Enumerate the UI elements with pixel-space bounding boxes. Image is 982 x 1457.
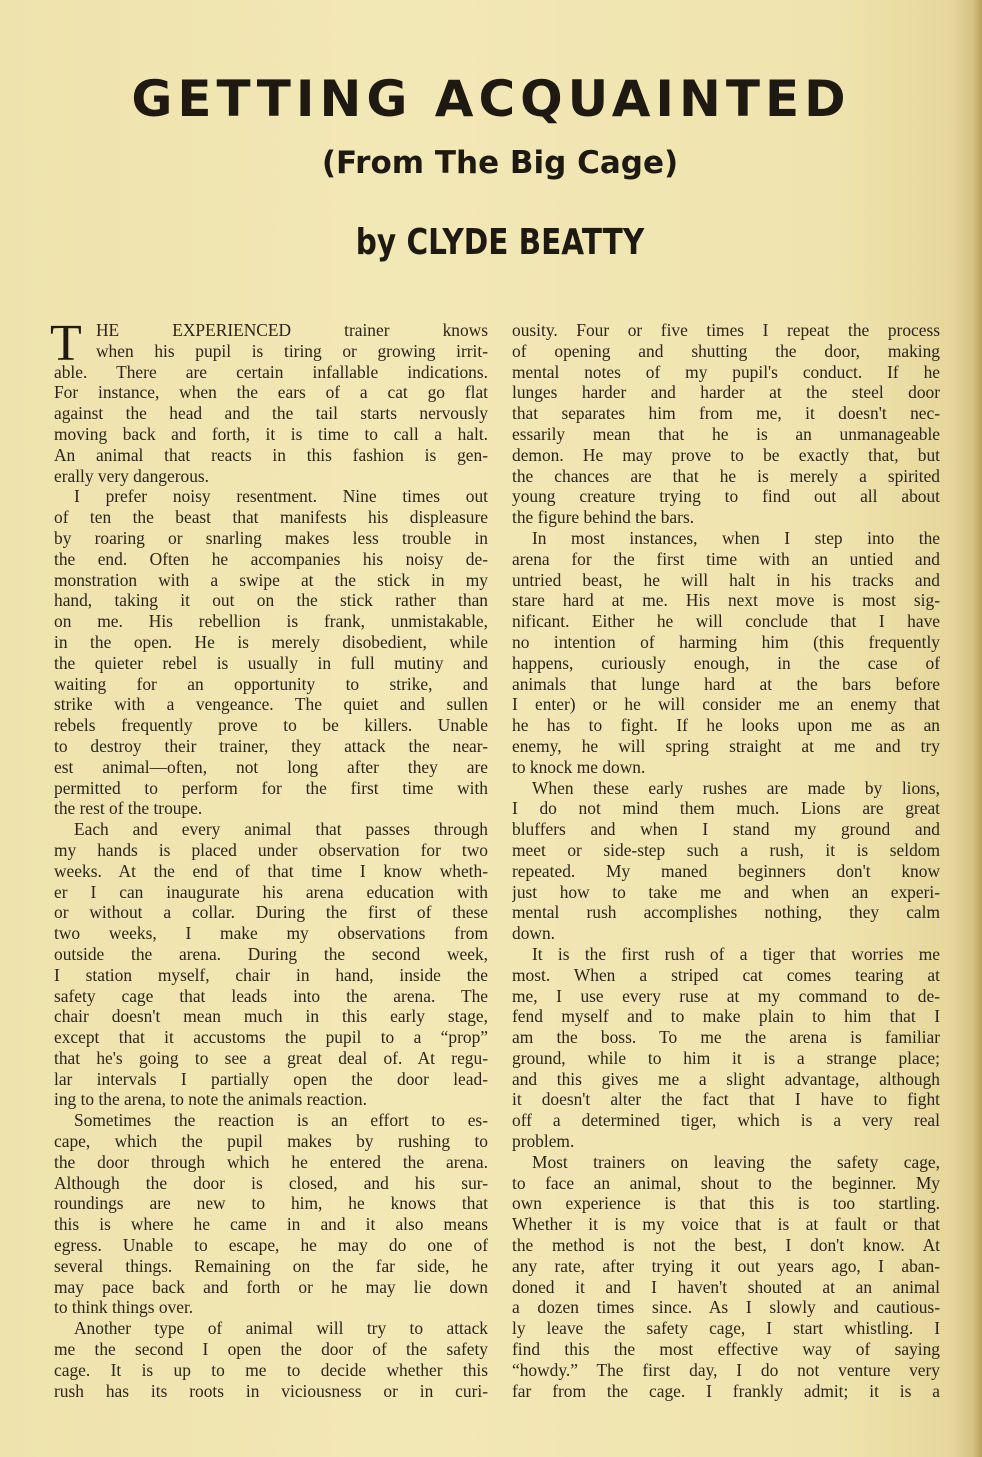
text-line: “howdy.” The first day, I do not venture very <box>512 1359 940 1380</box>
text-line: lunges harder and harder at the steel door <box>512 382 940 403</box>
text-line: ing to the arena, to note the animals reaction. <box>54 1089 367 1110</box>
text-line: to knock me down. <box>512 756 646 777</box>
text-line: essarily mean that he is an unmanageable <box>512 423 940 444</box>
text-line: arena for the first time with an untied and <box>512 548 940 569</box>
text-line: Each and every animal that passes through <box>74 819 488 840</box>
text-line: rush has its roots in viciousness or in curi- <box>54 1380 488 1401</box>
text-line: monstration with a swipe at the stick in my <box>54 569 488 590</box>
text-line: on me. His rebellion is frank, unmistakable, <box>54 611 488 632</box>
text-line: to face an animal, shout to the beginner. My <box>512 1172 940 1193</box>
text-line: able. There are certain infallable indications. <box>54 361 488 382</box>
text-line: Most trainers on leaving the safety cage, <box>532 1151 940 1172</box>
text-line: in the open. He is merely disobedient, while <box>54 631 488 652</box>
text-line: to think things over. <box>54 1297 194 1318</box>
text-line: mental notes of my pupil's conduct. If he <box>512 361 940 382</box>
text-line: just how to take me and when an experi- <box>512 881 940 902</box>
text-line: untried beast, he will halt in his tracks and <box>512 569 940 590</box>
text-line: An animal that reacts in this fashion is gen- <box>54 444 488 465</box>
text-line: safety cage that leads into the arena. The <box>54 985 488 1006</box>
text-line: it doesn't alter the fact that I have to fight <box>512 1089 940 1110</box>
text-line: When these early rushes are made by lions, <box>532 777 940 798</box>
text-line: down. <box>512 923 555 944</box>
text-line: this is where he came in and it also means <box>54 1214 488 1235</box>
article-subtitle: (From The Big Cage) <box>321 145 679 181</box>
text-line: I station myself, chair in hand, inside the <box>54 964 488 985</box>
text-line: permitted to perform for the first time with <box>54 777 488 798</box>
text-line: my hands is placed under observation for two <box>54 839 488 860</box>
paragraph <box>50 315 488 486</box>
text-line: moving back and forth, it is time to call a halt. <box>54 423 488 444</box>
drop-cap: T <box>50 315 82 372</box>
text-line: that he's going to see a great deal of. At regu- <box>54 1047 488 1068</box>
paragraph <box>512 1152 940 1402</box>
text-line: may pace back and forth or he may lie down <box>54 1276 488 1297</box>
text-line: cage. It is up to me to decide whether this <box>54 1359 488 1380</box>
text-line: repeated. My maned beginners don't know <box>512 860 940 881</box>
text-line: problem. <box>512 1131 575 1152</box>
text-line: stare hard at me. His next move is most sig- <box>512 590 940 611</box>
text-line: lar intervals I partially open the door lead- <box>54 1068 488 1089</box>
text-line: far from the cage. I frankly admit; it is a <box>512 1380 940 1401</box>
text-line: Although the door is closed, and his sur- <box>54 1172 488 1193</box>
text-line: the rest of the troupe. <box>54 798 203 819</box>
text-line: any rate, after trying it out years ago, I aban- <box>512 1255 940 1276</box>
text-line: the method is not the best, I don't know. At <box>512 1235 940 1256</box>
text-line: bluffers and when I stand my ground and <box>512 819 940 840</box>
text-line: off a determined tiger, which is a very real <box>512 1110 940 1131</box>
text-line: doned it and I haven't shouted at an animal <box>512 1276 940 1297</box>
text-line: two weeks, I make my observations from <box>54 923 488 944</box>
text-line: In most instances, when I step into the <box>532 527 940 548</box>
text-line: Sometimes the reaction is an effort to es- <box>74 1110 488 1131</box>
text-line: young creature trying to find out all about <box>512 486 940 507</box>
text-line: ousity. Four or five times I repeat the process <box>512 320 940 340</box>
text-line: I do not mind them much. Lions are great <box>512 798 940 819</box>
text-line: rebels frequently prove to be killers. Unable <box>54 715 488 736</box>
text-line: happens, curiously enough, in the case of <box>512 652 940 673</box>
text-line: animals that lunge hard at the bars before <box>512 673 940 694</box>
text-line: enemy, he will spring straight at me and try <box>512 735 940 756</box>
text-line: roundings are new to him, he knows that <box>54 1193 488 1214</box>
text-line: demon. He may prove to be exactly that, but <box>512 444 940 465</box>
text-line: of opening and shutting the door, making <box>512 340 940 361</box>
text-line: ground, while to him it is a strange place; <box>512 1047 940 1068</box>
article-title: GETTING ACQUAINTED <box>131 70 851 128</box>
text-line: he has to fight. If he looks upon me as an <box>512 715 940 736</box>
text-line: to destroy their trainer, they attack the near- <box>54 735 488 756</box>
paragraph <box>54 1318 488 1401</box>
text-line: I enter) or he will consider me an enemy that <box>512 694 940 715</box>
text-line: am the boss. To me the arena is familiar <box>512 1027 940 1048</box>
text-line: most. When a striped cat comes tearing at <box>512 964 940 985</box>
text-line: est animal—often, not long after they are <box>54 756 488 777</box>
paragraph <box>512 528 940 778</box>
text-line: nificant. Either he will conclude that I have <box>512 611 940 632</box>
text-line: of ten the beast that manifests his displeasure <box>54 507 488 528</box>
text-line: egress. Unable to escape, he may do one of <box>54 1235 488 1256</box>
paragraph <box>512 944 940 1152</box>
page-edge <box>972 0 982 1457</box>
text-line: mental rush accomplishes nothing, they calm <box>512 902 940 923</box>
text-line: me the second I open the door of the safety <box>54 1339 488 1360</box>
paragraph <box>512 778 940 944</box>
text-line: own experience is that this is too startling. <box>512 1193 940 1214</box>
paragraph <box>512 320 940 528</box>
text-line: a dozen times since. As I slowly and cautious- <box>512 1297 940 1318</box>
text-line: For instance, when the ears of a cat go flat <box>54 382 488 403</box>
text-column-right <box>512 320 940 1401</box>
text-line: except that it accustoms the pupil to a “prop” <box>54 1027 488 1048</box>
text-line: by roaring or snarling makes less trouble in <box>54 527 488 548</box>
text-line: fend myself and to make plain to him that I <box>512 1006 940 1027</box>
text-line: I prefer noisy resentment. Nine times out <box>74 486 488 507</box>
text-line: erally very dangerous. <box>54 465 210 486</box>
text-line: It is the first rush of a tiger that worries me <box>532 943 940 964</box>
text-line: er I can inaugurate his arena education with <box>54 881 488 902</box>
text-line: meet or side-step such a rush, it is seldom <box>512 839 940 860</box>
paragraph <box>54 819 488 1110</box>
text-line: chair doesn't mean much in this early stage, <box>54 1006 488 1027</box>
text-line: several things. Remaining on the far side, he <box>54 1255 488 1276</box>
text-line: cape, which the pupil makes by rushing to <box>54 1131 488 1152</box>
article-byline: by CLYDE BEATTY <box>355 222 645 263</box>
paragraph <box>54 486 488 819</box>
text-line: the chances are that he is merely a spirited <box>512 465 940 486</box>
text-line: weeks. At the end of that time I know wheth- <box>54 860 488 881</box>
text-line: me, I use every ruse at my command to de- <box>512 985 940 1006</box>
text-line: that separates him from me, it doesn't nec- <box>512 403 940 424</box>
text-line: HE EXPERIENCED trainer knows <box>96 320 488 340</box>
text-line: strike with a vengeance. The quiet and sullen <box>54 694 488 715</box>
text-line: against the head and the tail starts nervously <box>54 403 488 424</box>
text-line: hand, taking it out on the stick rather than <box>54 590 488 611</box>
text-line: Another type of animal will try to attack <box>74 1318 488 1339</box>
text-line: Whether it is my voice that is at fault or that <box>512 1214 940 1235</box>
text-line: the end. Often he accompanies his noisy de- <box>54 548 488 569</box>
text-line: ly leave the safety cage, I start whistling. I <box>512 1318 940 1339</box>
text-line: and this gives me a slight advantage, although <box>512 1068 940 1089</box>
text-line: no intention of harming him (this frequently <box>512 631 940 652</box>
text-line: or without a collar. During the first of these <box>54 902 488 923</box>
text-column-left <box>50 315 488 1401</box>
text-line: waiting for an opportunity to strike, and <box>54 673 488 694</box>
text-line: when his pupil is tiring or growing irrit- <box>96 340 488 361</box>
text-line: outside the arena. During the second week, <box>54 943 488 964</box>
paragraph <box>54 1110 488 1318</box>
text-line: the quieter rebel is usually in full mutiny and <box>54 652 488 673</box>
text-line: the figure behind the bars. <box>512 507 695 528</box>
text-line: the door through which he entered the arena. <box>54 1151 488 1172</box>
text-line: find this the most effective way of saying <box>512 1339 940 1360</box>
